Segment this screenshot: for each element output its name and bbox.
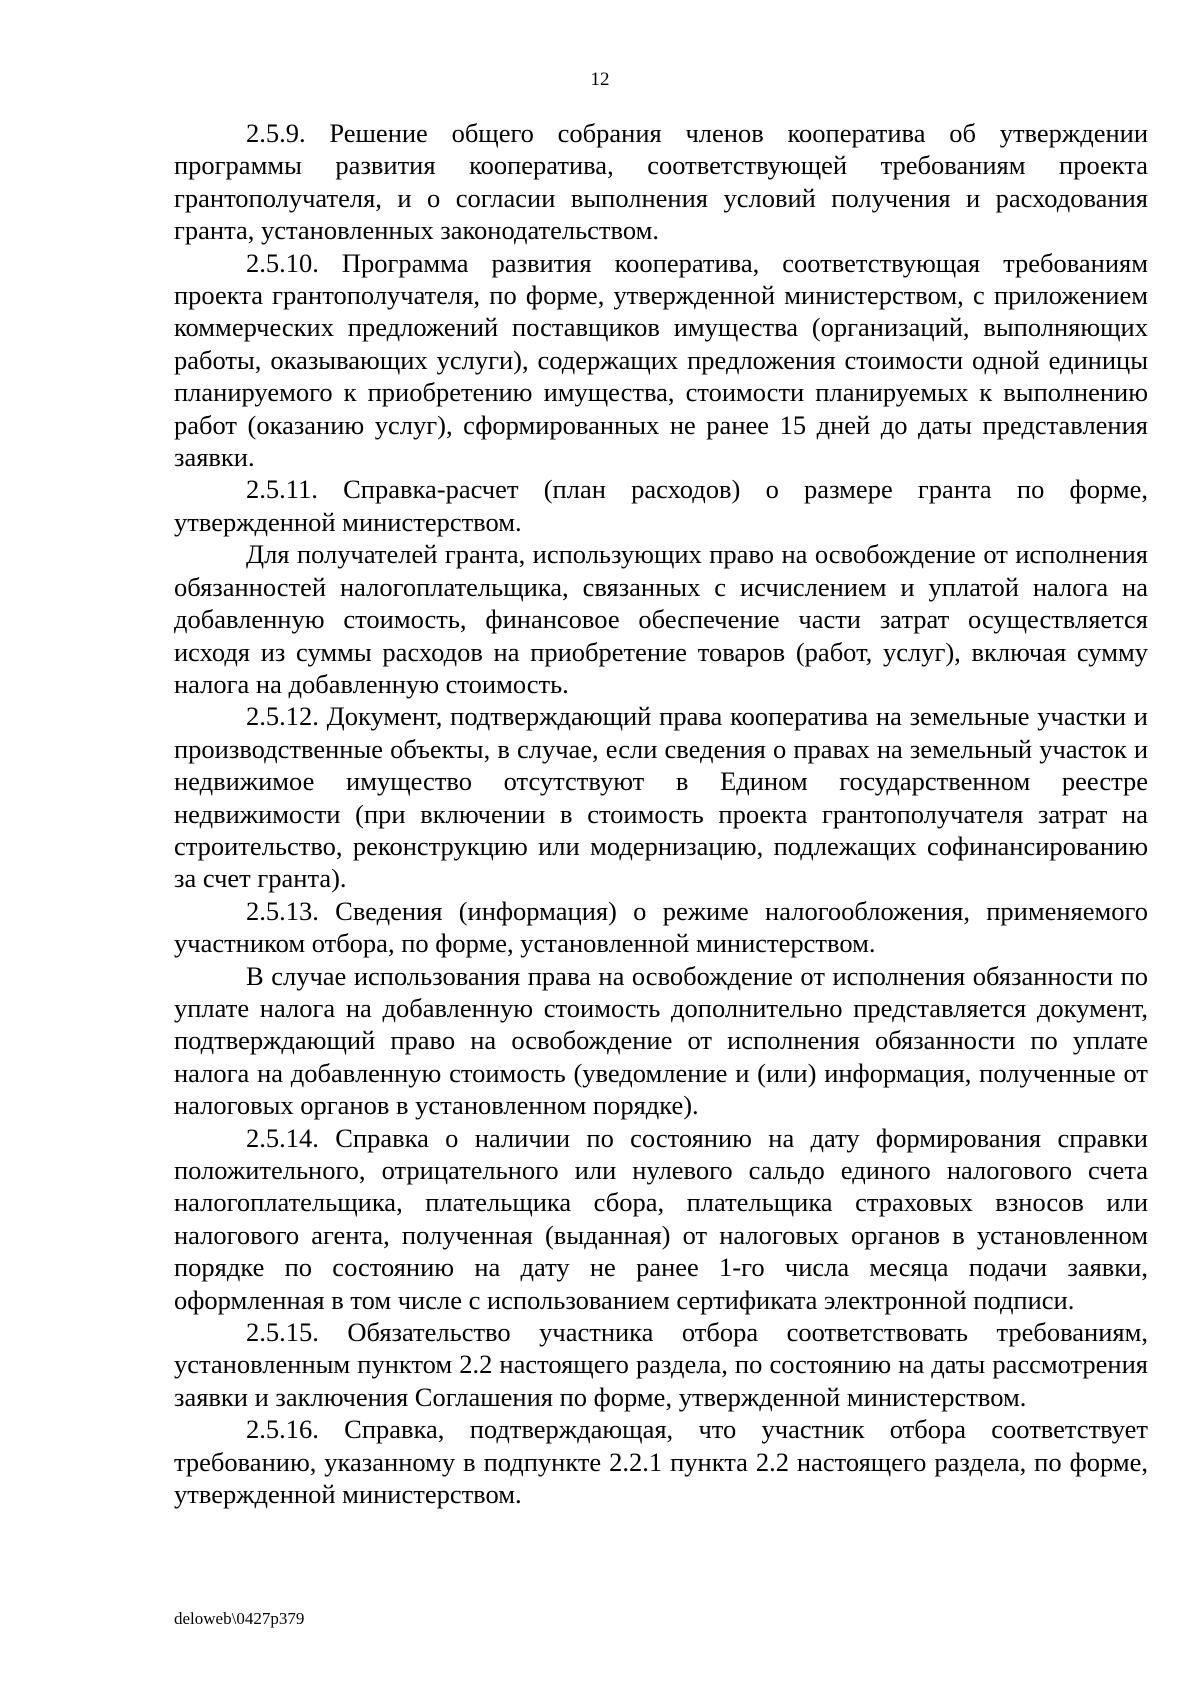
document-footer-code: deloweb\0427p379 bbox=[174, 1609, 305, 1628]
paragraph-2-5-16: 2.5.16. Справка, подтверждающая, что участник отбора соответствует требованию, указанному в подпункте 2.2.1 пункта 2.2 настоящего раздела, по форме, утвержденной министерством. bbox=[174, 1414, 1148, 1510]
paragraph-2-5-11: 2.5.11. Справка-расчет (план расходов) о размере гранта по форме, утвержденной министерством. bbox=[174, 474, 1148, 537]
paragraph-2-5-15: 2.5.15. Обязательство участника отбора соответствовать требованиям, установленным пунктом 2.2 настоящего раздела, по состоянию на даты рассмотрения заявки и заключения Соглашения по форме, утвержденной министерством. bbox=[174, 1317, 1148, 1412]
page-number: 12 bbox=[590, 69, 610, 90]
document-body bbox=[174, 117, 1148, 1510]
paragraph-2-5-13: 2.5.13. Сведения (информация) о режиме налогообложения, применяемого участником отбора, по форме, установленной министерством. bbox=[174, 895, 1148, 959]
paragraph-2-5-13-note: В случае использования права на освобождение от исполнения обязанности по уплате налога на добавленную стоимость дополнительно представляется документ, подтверждающий право на освобождение от исполнения обязанности по уплате налога на добавленную стоимость (уведомление и (или) информация, полученные от налоговых органов в установленном порядке). bbox=[174, 960, 1148, 1121]
paragraph-2-5-9: 2.5.9. Решение общего собрания членов кооператива об утверждении программы развития кооператива, соответствующей требованиям проекта грантополучателя, и о согласии выполнения условий получения и расходования гранта, установленных законодательством. bbox=[174, 118, 1148, 246]
paragraph-2-5-12: 2.5.12. Документ, подтверждающий права кооператива на земельные участки и производственные объекты, в случае, если сведения о правах на земельный участок и недвижимое имущество отсутствуют в Едином государственном реестре недвижимости (при включении в стоимость проекта грантополучателя затрат на строительство, реконструкцию или модернизацию, подлежащих софинансированию за счет гранта). bbox=[174, 701, 1148, 894]
paragraph-2-5-11-note: Для получателей гранта, использующих право на освобождение от исполнения обязанностей налогоплательщика, связанных с исчислением и уплатой налога на добавленную стоимость, финансовое обеспечение части затрат осуществляется исходя из суммы расходов на приобретение товаров (работ, услуг), включая сумму налога на добавленную стоимость. bbox=[174, 539, 1148, 699]
paragraph-2-5-10: 2.5.10. Программа развития кооператива, соответствующая требованиям проекта грантополучателя, по форме, утвержденной министерством, с приложением коммерческих предложений поставщиков имущества (организаций, выполняющих работы, оказывающих услуги), содержащих предложения стоимости одной единицы планируемого к приобретению имущества, стоимости планируемых к выполнению работ (оказанию услуг), сформированных не ранее 15 дней до даты представления заявки. bbox=[174, 247, 1148, 473]
paragraph-2-5-14: 2.5.14. Справка о наличии по состоянию на дату формирования справки положительного, отрицательного или нулевого сальдо единого налогового счета налогоплательщика, плательщика сбора, плательщика страховых взносов или налогового агента, полученная (выданная) от налоговых органов в установленном порядке по состоянию на дату не ранее 1-го числа месяца подачи заявки, оформленная в том числе с использованием сертификата электронной подписи. bbox=[174, 1122, 1148, 1315]
